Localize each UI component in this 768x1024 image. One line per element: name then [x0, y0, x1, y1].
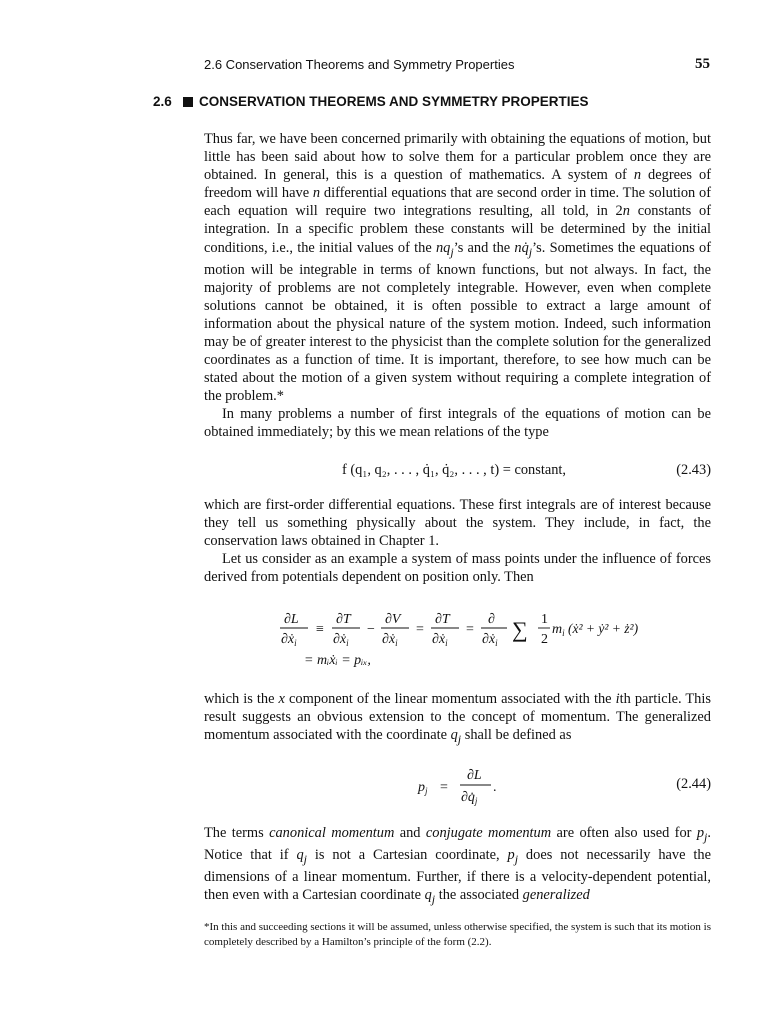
svg-text:∂T: ∂T: [336, 612, 351, 627]
svg-text:∂q̇j: $\partial q̇_j$: [461, 790, 478, 806]
svg-text:=: =: [466, 622, 474, 637]
svg-text:∂ẋi: ∂ẋ$_i$: [382, 632, 398, 648]
section-number: 2.6: [153, 94, 172, 109]
svg-text:pj: $p_j$: [418, 780, 428, 796]
equation-momentum-derivation: [204, 608, 711, 670]
paragraph-example: Let us consider as an example a system of mass points under the influence of forces derived from potentials dependent on position only. Then: [204, 551, 711, 586]
paragraph-first-integrals: In many problems a number of first integrals of the equations of motion can be obtained immediately; by this we mean relations of the type: [204, 406, 711, 441]
frac-half: [538, 612, 550, 647]
equation-2-44-number: (2.44): [676, 776, 711, 792]
paragraph-intro: Thus far, we have been concerned primarily with obtaining the equations of motion, but little has been said about how to solve them for a particular problem once they are obtained. In general, this is a question of mathematics. A system of n degrees of freedom will have n differential equations that are second order in time. The solution of each equation will require two integrations resulting, all told, in 2n constants of integration. In a specific problem these constants will be determined by the initial conditions, i.e., the initial values of the $nq_j’s$ and the $nq̇_j’s$. Sometimes the equations of motion will be integrable in terms of known functions, but not always. In fact, the majority of problems are not completely integrable. However, even when complete solutions cannot be obtained, it is often possible to extract a large amount of information about the physical nature of the system motion. Indeed, such information may be of greater interest to the physicist than the complete solution for the generalized coordinates as a function of time. It is important, therefore, to see how much can be stated about the motion of a given system without requiring a complete integration of the problem.*: [204, 131, 712, 405]
page-number: 55: [695, 56, 710, 72]
svg-text:mi: $m_i$: [552, 622, 565, 638]
svg-text:.: .: [493, 780, 497, 795]
svg-text:∂T: ∂T: [435, 612, 450, 627]
svg-text:∂: ∂: [488, 612, 495, 627]
section-title: CONSERVATION THEOREMS AND SYMMETRY PROPERTIES: [199, 94, 589, 109]
paragraph-block-2: [204, 496, 711, 586]
svg-text:∂L: ∂L: [467, 768, 482, 783]
paragraph-block-3: [204, 690, 711, 748]
frac-dT-dxi-2: [431, 612, 459, 648]
svg-text:1: 1: [541, 612, 548, 627]
svg-text:∂ẋi: ∂ẋ$_i$: [333, 632, 349, 648]
svg-text:∂ẋi: ∂ẋ$_i$: [432, 632, 448, 648]
footnote: *In this and succeeding sections it will be assumed, unless otherwise specified, the system is such that its motion is completely described by a Hamilton’s principle of the form (2.2).: [204, 921, 711, 948]
svg-text:≡: ≡: [316, 622, 324, 637]
paragraph-block-1: [204, 130, 711, 441]
equation-2-43-number: (2.43): [676, 462, 711, 478]
paragraph-first-order: which are first-order differential equations. These first integrals are of interest because they tell us something physically about the system. They include, in fact, the conservation laws obtained in Chapter 1.: [204, 497, 711, 550]
svg-text:∂V: ∂V: [385, 612, 401, 627]
svg-text:=: =: [416, 622, 424, 637]
section-heading: [153, 94, 713, 109]
velocity-squares: (ẋ² + ẏ² + ż²): [568, 621, 639, 636]
svg-text:∂ẋi: ∂ẋ$_i$: [482, 632, 498, 648]
equation-2-43-body: f (q₁, q₂, . . . , q̇₁, q̇₂, . . . , t) = constant,: [341, 462, 567, 478]
svg-text:∂ẋi: ∂ẋ$_i$: [281, 632, 297, 648]
section-square-icon: [183, 97, 193, 107]
running-head: [204, 56, 710, 76]
running-head-title: 2.6 Conservation Theorems and Symmetry Properties: [204, 57, 515, 72]
equation-2-43: [204, 462, 711, 482]
frac-dT-dxi: [332, 612, 360, 648]
svg-text:∂L: ∂L: [284, 612, 299, 627]
frac-dL-dxi: [280, 612, 308, 648]
paragraph-canonical-momentum: The terms canonical momentum and conjugate momentum are often also used for $p_j$. Notice that if $q_j$ is not a Cartesian coordinate, $p_j$ does not necessarily have the dimensions of a linear momentum. Further, if there is a velocity-dependent potential, then even with a Cartesian coordinate $q_j$ the associated generalized: [204, 825, 711, 906]
svg-text:=: =: [440, 780, 448, 795]
equation-2-44: [204, 764, 711, 810]
momentum-result: = mᵢẋᵢ = pᵢₓ,: [304, 653, 371, 668]
frac-d-dxi: [481, 612, 507, 648]
summation-symbol: ∑: [512, 617, 528, 642]
paragraph-block-4: [204, 824, 711, 908]
svg-text:2: 2: [541, 632, 548, 647]
frac-dV-dxi: [381, 612, 409, 648]
paragraph-linear-momentum: which is the x component of the linear momentum associated with the ith particle. This result suggests an obvious extension to the concept of momentum. The generalized momentum associated with the coordinate $q_j$ shall be defined as: [204, 691, 711, 747]
svg-text:−: −: [367, 622, 375, 637]
